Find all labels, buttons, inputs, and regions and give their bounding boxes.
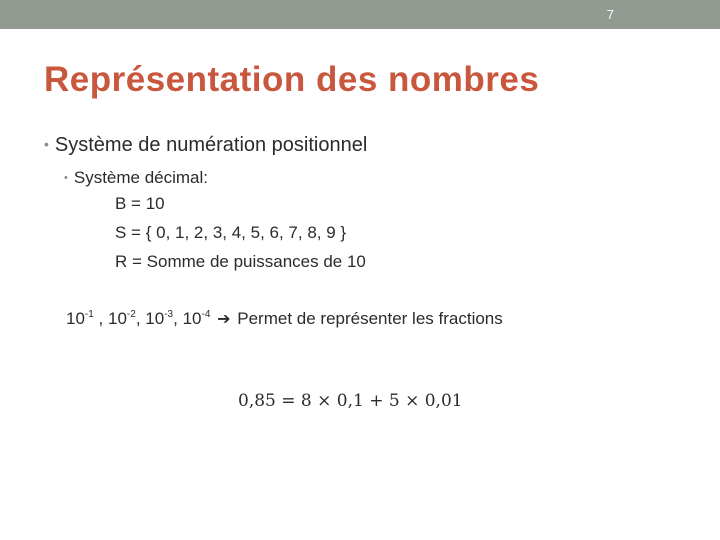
slide-title: Représentation des nombres <box>44 60 540 99</box>
power-exponent: -2 <box>126 309 136 320</box>
separator: , <box>135 309 146 328</box>
power-base: 10 <box>108 309 127 328</box>
bullet-dot-icon: • <box>64 172 68 184</box>
power-exponent: -1 <box>84 309 94 320</box>
base-line: B = 10 <box>115 194 165 213</box>
power-base: 10 <box>145 309 165 328</box>
power-base: 10 <box>66 309 85 328</box>
bullet-level-1-text: Système de numération positionnel <box>54 134 368 156</box>
fractions-text: Permet de représenter les fractions <box>232 309 503 328</box>
separator: , <box>173 309 183 328</box>
power-exponent: -4 <box>201 309 211 320</box>
bullet-level-2-text: Système décimal: <box>73 168 209 187</box>
header-bar <box>0 0 720 29</box>
bullet-level-1 <box>44 134 367 157</box>
separator: , <box>93 309 108 328</box>
rule-line: R = Somme de puissances de 10 <box>115 252 366 271</box>
power-base: 10 <box>182 309 202 328</box>
page-number: 7 <box>606 7 614 22</box>
arrow-right-icon: ➔ <box>217 311 231 328</box>
bullet-dot-icon: • <box>44 136 49 152</box>
example-formula: 0,85 = 8 × 0,1 + 5 × 0,01 <box>238 391 463 411</box>
fractions-line <box>66 309 503 329</box>
set-line: S = { 0, 1, 2, 3, 4, 5, 6, 7, 8, 9 } <box>115 223 347 242</box>
power-exponent: -3 <box>164 309 174 320</box>
bullet-level-2 <box>64 168 208 188</box>
